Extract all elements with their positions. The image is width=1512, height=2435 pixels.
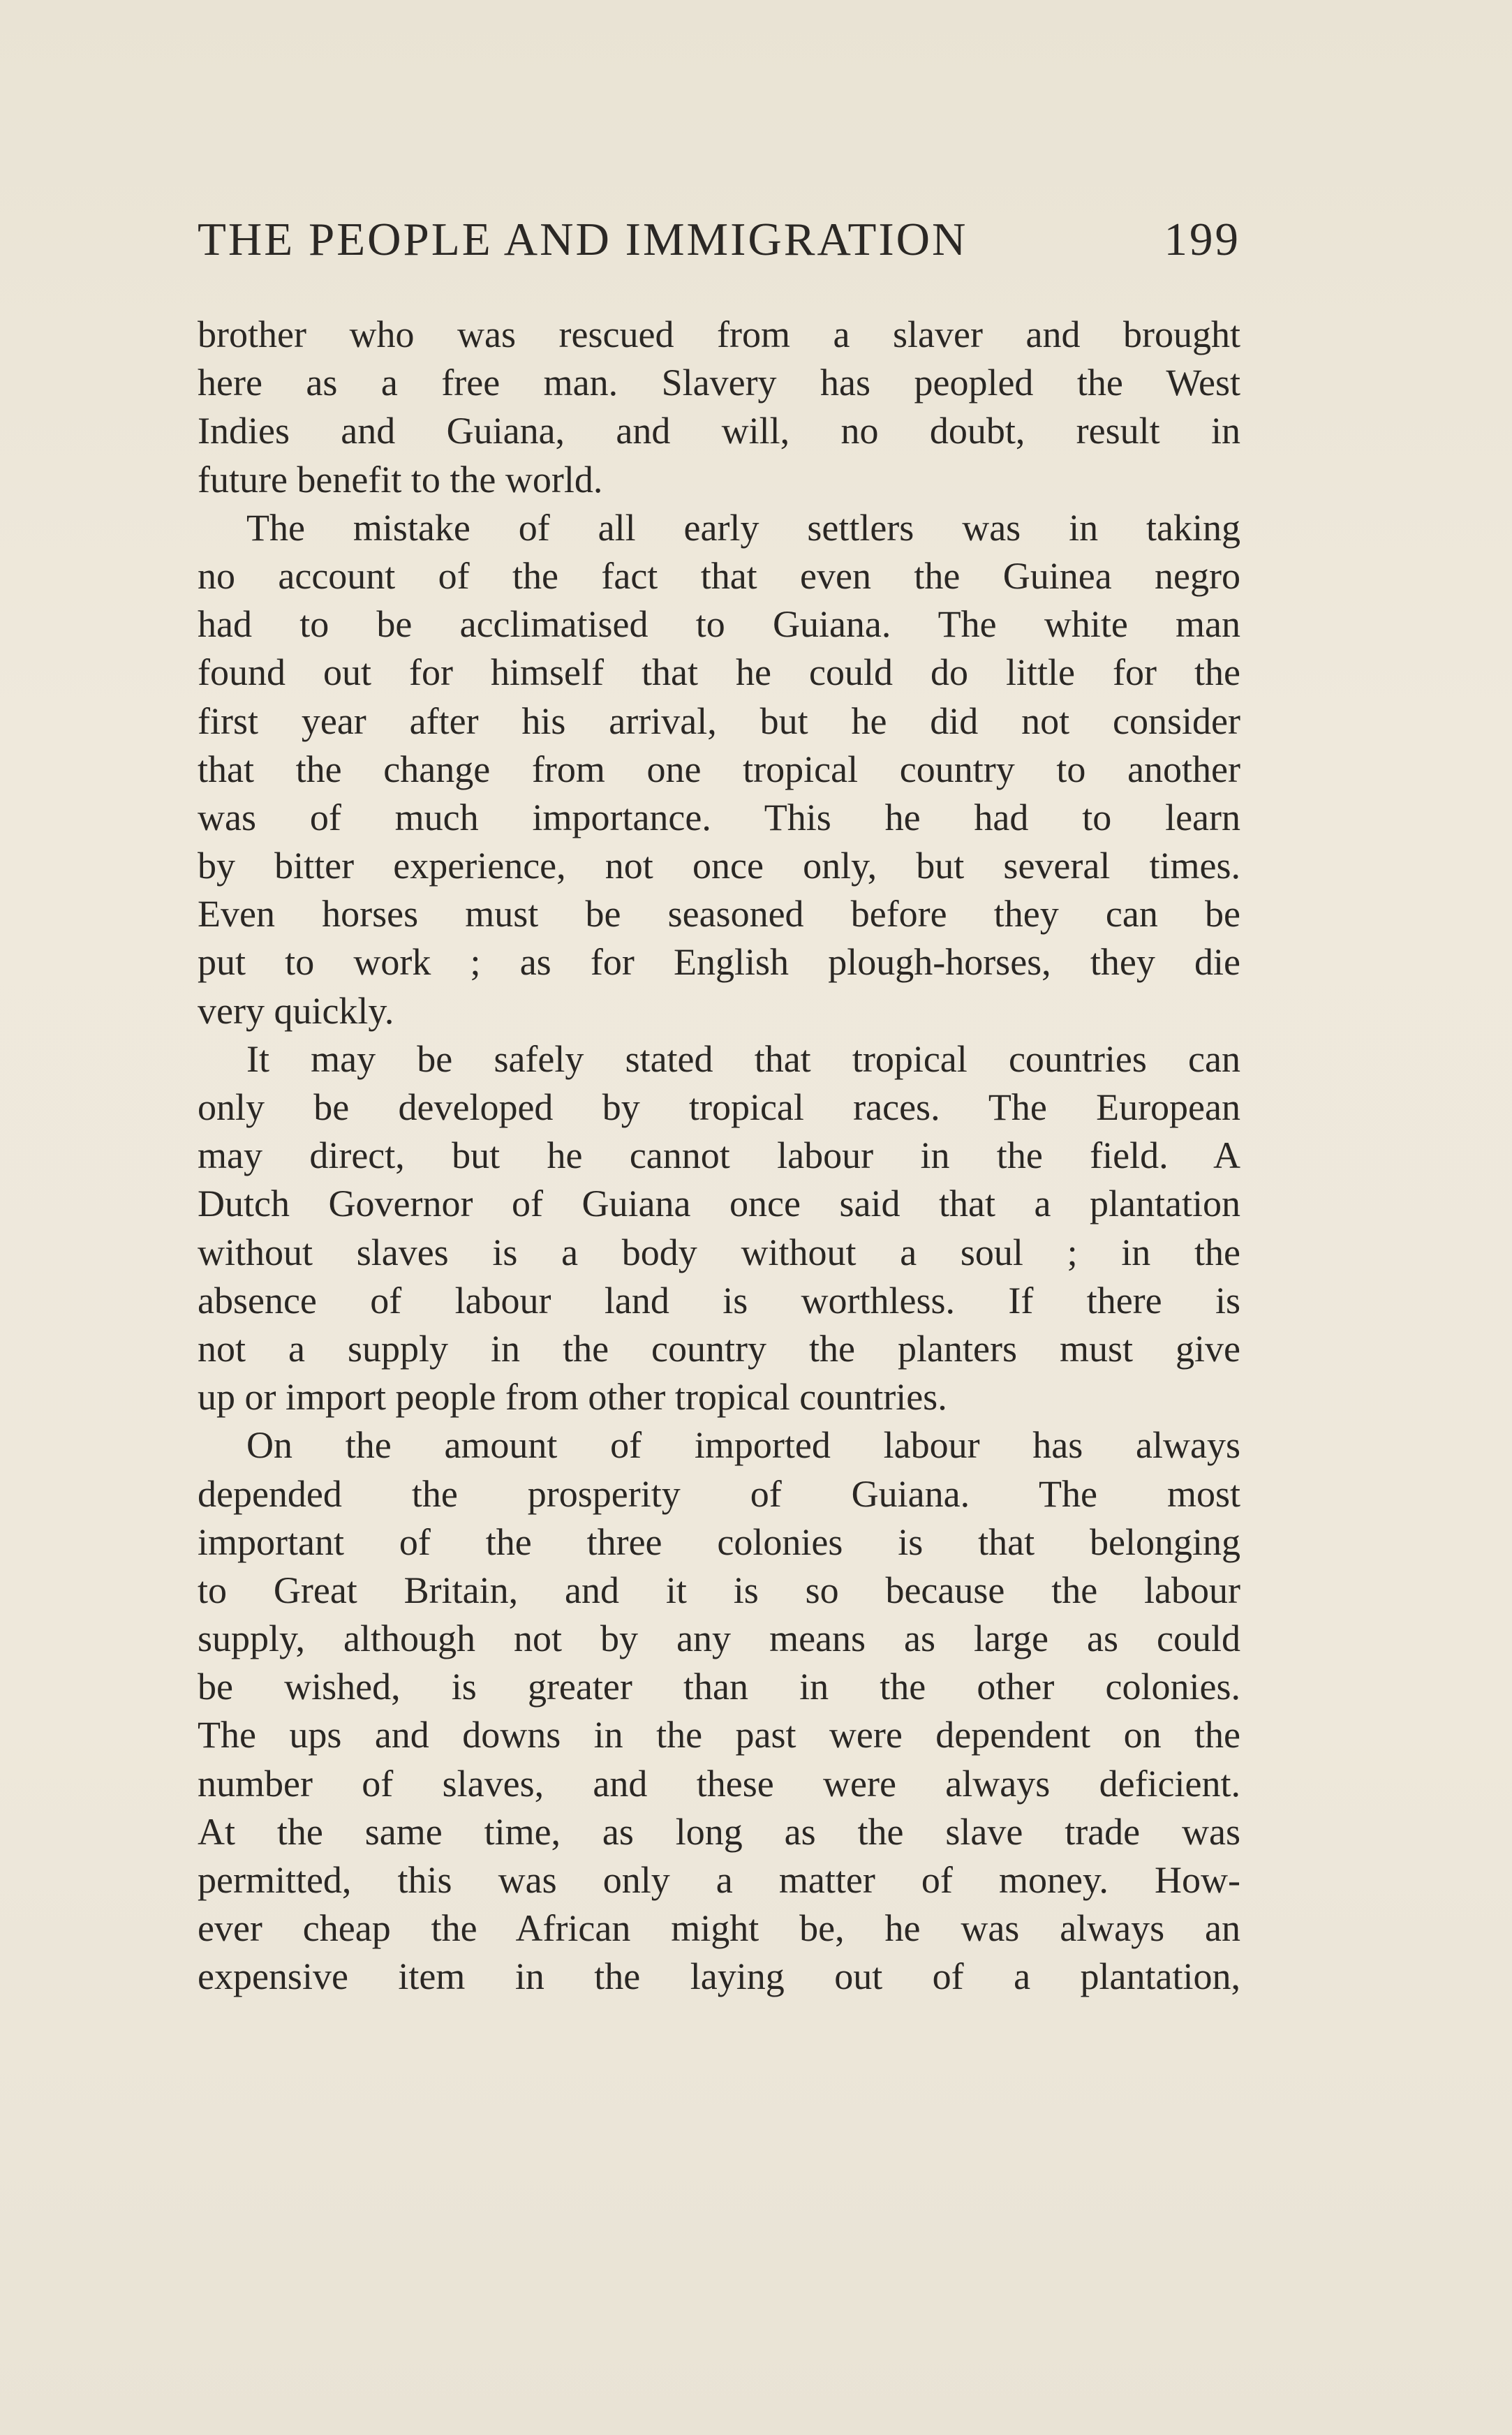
- text-line: found out for himself that he could do little for the: [198, 651, 1240, 694]
- text-line: The ups and downs in the past were dependent on the: [198, 1714, 1240, 1756]
- page-number: 199: [1164, 214, 1240, 265]
- paragraph-3: [198, 1035, 1240, 1422]
- text-line: first year after his arrival, but he did not consider: [198, 700, 1240, 742]
- text-line: Dutch Governor of Guiana once said that a plantation: [198, 1183, 1240, 1225]
- body-text: [198, 311, 1240, 2001]
- text-line: Even horses must be seasoned before they can be: [198, 893, 1240, 935]
- text-line: without slaves is a body without a soul ; in the: [198, 1231, 1240, 1273]
- text-line: that the change from one tropical country to another: [198, 748, 1240, 790]
- paragraph-4: [198, 1421, 1240, 2001]
- text-line: expensive item in the laying out of a plantation,: [198, 1955, 1240, 1998]
- text-line: only be developed by tropical races. The European: [198, 1086, 1240, 1128]
- text-line: ever cheap the African might be, he was always an: [198, 1907, 1240, 1950]
- text-line: permitted, this was only a matter of money. How-: [198, 1859, 1240, 1901]
- paragraph-1: [198, 311, 1240, 504]
- text-line: depended the prosperity of Guiana. The most: [198, 1472, 1240, 1515]
- text-line: important of the three colonies is that belonging: [198, 1520, 1240, 1563]
- text-line: Indies and Guiana, and will, no doubt, result in: [198, 410, 1240, 452]
- text-line: up or import people from other tropical countries.: [198, 1376, 947, 1419]
- text-line: number of slaves, and these were always deficient.: [198, 1762, 1240, 1805]
- text-line: put to work ; as for English plough-horses, they die: [198, 941, 1240, 984]
- text-line: may direct, but he cannot labour in the field. A: [198, 1134, 1240, 1177]
- text-line: very quickly.: [198, 989, 394, 1032]
- text-line: here as a free man. Slavery has peopled the West: [198, 362, 1240, 404]
- running-title: THE PEOPLE AND IMMIGRATION: [198, 214, 968, 265]
- running-head: [198, 213, 1240, 283]
- text-line: future benefit to the world.: [198, 458, 603, 501]
- text-line: not a supply in the country the planters must give: [198, 1327, 1240, 1370]
- text-line: On the amount of imported labour has always: [246, 1424, 1240, 1467]
- text-line: be wished, is greater than in the other colonies.: [198, 1666, 1240, 1708]
- text-line: was of much importance. This he had to learn: [198, 796, 1240, 838]
- text-line: It may be safely stated that tropical countries can: [246, 1037, 1240, 1080]
- text-line: At the same time, as long as the slave trade was: [198, 1810, 1240, 1853]
- text-line: absence of labour land is worthless. If there is: [198, 1279, 1240, 1322]
- text-line: supply, although not by any means as large as could: [198, 1618, 1240, 1660]
- text-line: to Great Britain, and it is so because the labour: [198, 1569, 1240, 1611]
- paragraph-2: [198, 504, 1240, 1035]
- text-line: The mistake of all early settlers was in taking: [246, 506, 1240, 549]
- text-line: by bitter experience, not once only, but several times.: [198, 845, 1240, 887]
- text-line: had to be acclimatised to Guiana. The white man: [198, 603, 1240, 646]
- text-line: brother who was rescued from a slaver and brought: [198, 313, 1240, 355]
- text-line: no account of the fact that even the Guinea negro: [198, 554, 1240, 597]
